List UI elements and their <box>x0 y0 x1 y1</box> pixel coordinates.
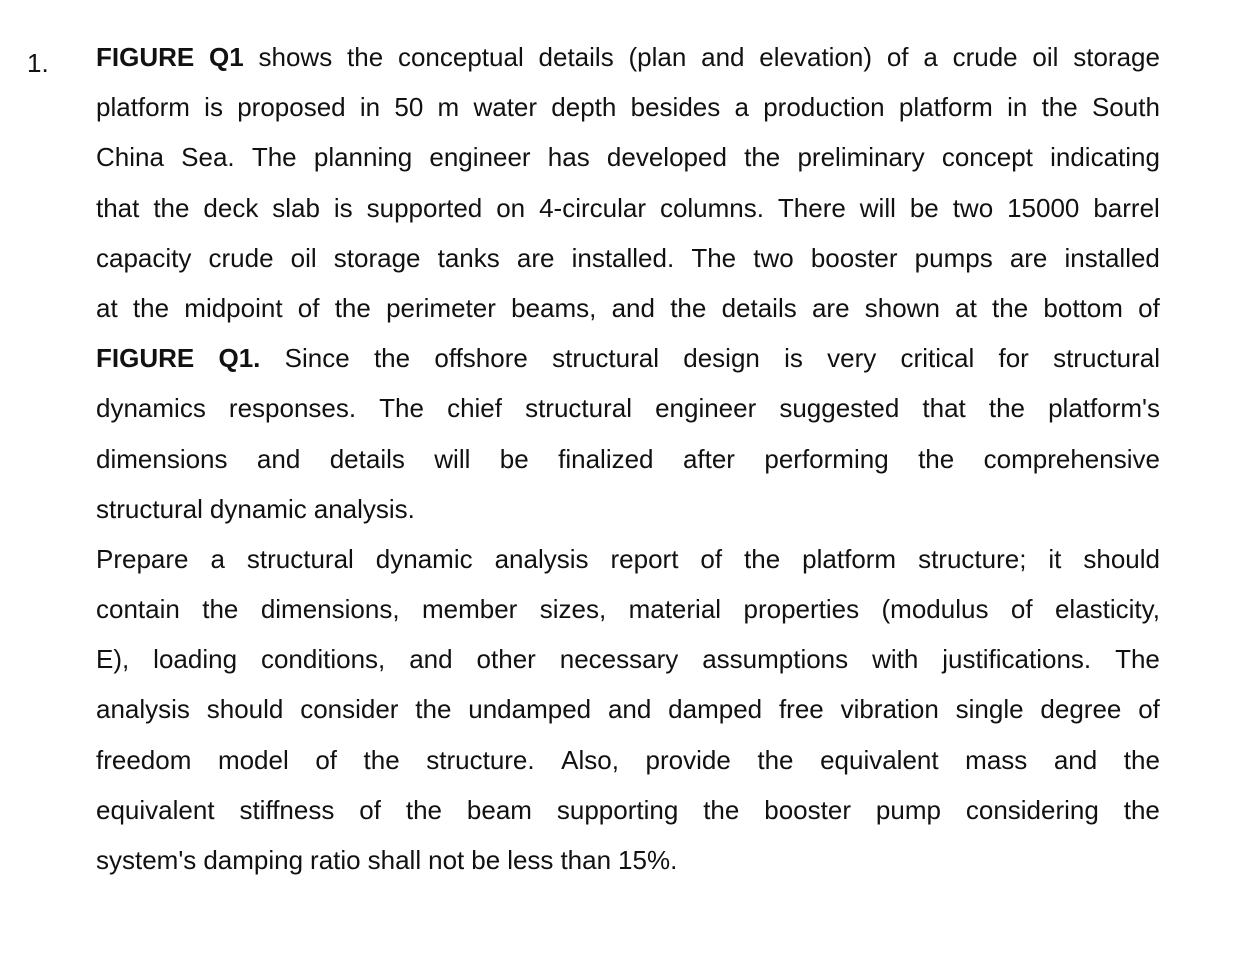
word: dynamic <box>375 543 473 574</box>
word: free <box>778 694 824 725</box>
word: should <box>206 694 284 725</box>
word: analysis <box>494 543 589 574</box>
word: stiffness <box>239 794 335 825</box>
word: Also, <box>561 744 619 775</box>
word: booster <box>764 794 851 825</box>
word: besides <box>630 92 721 123</box>
word: platform's <box>1048 393 1160 424</box>
word: (plan <box>628 42 687 72</box>
word: are <box>1009 242 1048 273</box>
word: of <box>886 42 909 72</box>
word: structural <box>246 543 354 574</box>
word: 50 <box>394 92 424 123</box>
word: of <box>1138 292 1160 323</box>
word: and <box>256 443 301 474</box>
word: shall <box>367 845 422 875</box>
word: the <box>347 42 384 72</box>
question-paragraph-1 <box>96 32 1160 534</box>
bold-word: Q1 <box>209 42 244 72</box>
word: assumptions <box>702 644 849 675</box>
word: is <box>204 92 223 123</box>
word: shown <box>864 292 940 323</box>
text-line <box>96 684 1160 734</box>
word: analysis <box>96 694 190 725</box>
word: bottom <box>1043 292 1123 323</box>
word: dynamics <box>96 393 206 424</box>
word: The <box>251 142 297 173</box>
word: is <box>333 192 353 223</box>
word: the <box>363 744 400 775</box>
word: perimeter <box>386 292 496 323</box>
word: structural <box>525 393 632 424</box>
text-line <box>96 484 1160 534</box>
word: freedom <box>96 744 192 775</box>
word: elasticity, <box>1054 594 1160 625</box>
word: The <box>691 242 737 273</box>
word: details <box>329 443 405 474</box>
word: pumps <box>914 242 993 273</box>
word: undamped <box>468 694 592 725</box>
word: a <box>210 543 225 574</box>
word: of <box>1010 594 1033 625</box>
word: structural <box>96 493 203 524</box>
word: storage <box>1073 42 1160 72</box>
word: damping <box>203 845 304 875</box>
word: not <box>428 845 465 875</box>
word: The <box>1115 644 1160 675</box>
word: will <box>434 443 471 474</box>
word: oil <box>290 242 317 273</box>
word: the <box>153 192 190 223</box>
word: proposed <box>237 92 346 123</box>
word: sizes, <box>539 594 607 625</box>
word: the <box>670 292 707 323</box>
word: it <box>1048 543 1062 574</box>
word: damped <box>668 694 763 725</box>
text-line <box>96 634 1160 684</box>
word: supported <box>366 192 483 223</box>
word: structural <box>552 343 660 374</box>
word: depth <box>551 92 617 123</box>
word: dimensions <box>96 443 228 474</box>
word: of <box>297 292 320 323</box>
word: contain <box>96 594 180 625</box>
word: the <box>918 443 955 474</box>
word: at <box>955 292 977 323</box>
word: the <box>415 694 452 725</box>
word: E), <box>96 644 130 675</box>
word: ratio <box>310 845 361 875</box>
word: supporting <box>556 794 679 825</box>
word: 4-circular <box>539 192 646 223</box>
word: and <box>1053 744 1098 775</box>
word: platform <box>898 92 993 123</box>
text-line <box>96 132 1160 182</box>
word: after <box>682 443 735 474</box>
text-line <box>96 434 1160 484</box>
word: in <box>1007 92 1028 123</box>
word: and <box>701 42 745 72</box>
word: deck <box>203 192 259 223</box>
word: and <box>409 644 453 675</box>
word: that <box>922 393 966 424</box>
word: chief <box>447 393 502 424</box>
word: platform <box>96 92 190 123</box>
word: details <box>721 292 797 323</box>
word: with <box>872 644 919 675</box>
text-line <box>96 233 1160 283</box>
word: dimensions, <box>260 594 400 625</box>
word: vibration <box>840 694 939 725</box>
word: necessary <box>559 644 679 675</box>
word: two <box>952 192 994 223</box>
word: finalized <box>558 443 654 474</box>
text-line <box>96 835 1160 885</box>
word: performing <box>764 443 889 474</box>
word: single <box>955 694 1024 725</box>
word: the <box>757 744 794 775</box>
bold-word: FIGURE <box>96 42 195 72</box>
word: on <box>496 192 526 223</box>
text-line <box>96 183 1160 233</box>
word: of <box>1138 694 1160 725</box>
word: degree <box>1040 694 1122 725</box>
word: the <box>703 794 740 825</box>
word: preliminary <box>797 142 925 173</box>
question-body <box>96 32 1160 885</box>
word: details <box>538 42 614 72</box>
word: installed. <box>571 242 675 273</box>
word: the <box>334 292 371 323</box>
word: system's <box>96 845 197 875</box>
question-paragraph-2 <box>96 534 1160 885</box>
word: There <box>777 192 846 223</box>
word: for <box>998 343 1029 374</box>
word: conceptual <box>397 42 524 72</box>
word: is <box>784 343 803 374</box>
text-line <box>96 383 1160 433</box>
word: will <box>859 192 896 223</box>
word: elevation) <box>759 42 873 72</box>
word: shows <box>258 42 333 72</box>
word: indicating <box>1050 142 1160 173</box>
word: at <box>96 292 118 323</box>
word: planning <box>313 142 413 173</box>
word: and <box>611 292 655 323</box>
word: than <box>560 845 612 875</box>
word: equivalent <box>820 744 939 775</box>
word: engineer <box>429 142 531 173</box>
word: crude <box>208 242 274 273</box>
word: developed <box>606 142 727 173</box>
word: and <box>607 694 652 725</box>
word: midpoint <box>184 292 283 323</box>
word: design <box>683 343 760 374</box>
word: considering <box>965 794 1099 825</box>
word: The <box>379 393 424 424</box>
word: report <box>610 543 679 574</box>
text-line <box>96 584 1160 634</box>
word: platform <box>802 543 897 574</box>
word: model <box>217 744 289 775</box>
word: the <box>1123 794 1160 825</box>
word: water <box>473 92 538 123</box>
word: be <box>909 192 939 223</box>
word: pump <box>875 794 941 825</box>
word: crude <box>952 42 1018 72</box>
word: should <box>1083 543 1160 574</box>
word: other <box>476 644 536 675</box>
word: Since <box>284 343 350 374</box>
word: offshore <box>434 343 528 374</box>
word: (modulus <box>881 594 989 625</box>
word: a <box>734 92 749 123</box>
text-line <box>96 735 1160 785</box>
word: barrel <box>1093 192 1160 223</box>
text-line <box>96 785 1160 835</box>
word: tanks <box>437 242 500 273</box>
word: installed <box>1064 242 1160 273</box>
word: the <box>988 393 1026 424</box>
word: 15%. <box>618 845 678 875</box>
word: structure; <box>918 543 1027 574</box>
word: the <box>405 794 443 825</box>
word: equivalent <box>96 794 215 825</box>
word: South <box>1091 92 1160 123</box>
word: comprehensive <box>983 443 1160 474</box>
word: capacity <box>96 242 192 273</box>
word: two <box>753 242 794 273</box>
word: structural <box>1053 343 1160 374</box>
word: slab <box>272 192 320 223</box>
word: columns. <box>659 192 764 223</box>
word: China <box>96 142 164 173</box>
text-line <box>96 534 1160 584</box>
word: consider <box>300 694 399 725</box>
word: Prepare <box>96 543 189 574</box>
word: be <box>471 845 501 875</box>
question-number: 1. <box>27 48 49 78</box>
word: the <box>202 594 239 625</box>
word: oil <box>1032 42 1059 72</box>
text-line <box>96 283 1160 333</box>
word: a <box>923 42 938 72</box>
word: in <box>359 92 381 123</box>
text-line <box>96 333 1160 383</box>
word: structure. <box>426 744 535 775</box>
word: conditions, <box>260 644 386 675</box>
word: the <box>373 343 411 374</box>
word: justifications. <box>942 644 1092 675</box>
word: very <box>827 343 877 374</box>
word: the <box>1041 92 1078 123</box>
word: loading <box>153 644 238 675</box>
word: storage <box>333 242 421 273</box>
word: Sea. <box>181 142 235 173</box>
word: of <box>315 744 337 775</box>
word: provide <box>645 744 731 775</box>
word: less <box>507 845 554 875</box>
word: that <box>96 192 140 223</box>
word: production <box>763 92 885 123</box>
word: booster <box>810 242 898 273</box>
word: suggested <box>779 393 900 424</box>
word: critical <box>900 343 975 374</box>
word: the <box>132 292 170 323</box>
word: of <box>359 794 381 825</box>
word: are <box>811 292 850 323</box>
bold-word: FIGURE <box>96 343 195 374</box>
word: has <box>547 142 590 173</box>
word: material <box>628 594 722 625</box>
word: the <box>992 292 1029 323</box>
word: responses. <box>228 393 357 424</box>
word: be <box>499 443 529 474</box>
word: beam <box>466 794 532 825</box>
word: beams, <box>511 292 597 323</box>
word: 15000 <box>1007 192 1080 223</box>
word: m <box>437 92 460 123</box>
word: analysis. <box>313 493 415 524</box>
word: dynamic <box>209 493 307 524</box>
word: mass <box>965 744 1028 775</box>
word: engineer <box>655 393 757 424</box>
word: . <box>253 343 261 374</box>
text-line <box>96 32 1160 82</box>
word: concept <box>941 142 1033 173</box>
word: member <box>421 594 518 625</box>
word: the <box>744 142 781 173</box>
word: of <box>700 543 723 574</box>
word: properties <box>743 594 860 625</box>
text-line <box>96 82 1160 132</box>
word: the <box>1123 744 1160 775</box>
word: the <box>744 543 781 574</box>
word: are <box>516 242 555 273</box>
bold-word: Q1. <box>218 343 261 374</box>
